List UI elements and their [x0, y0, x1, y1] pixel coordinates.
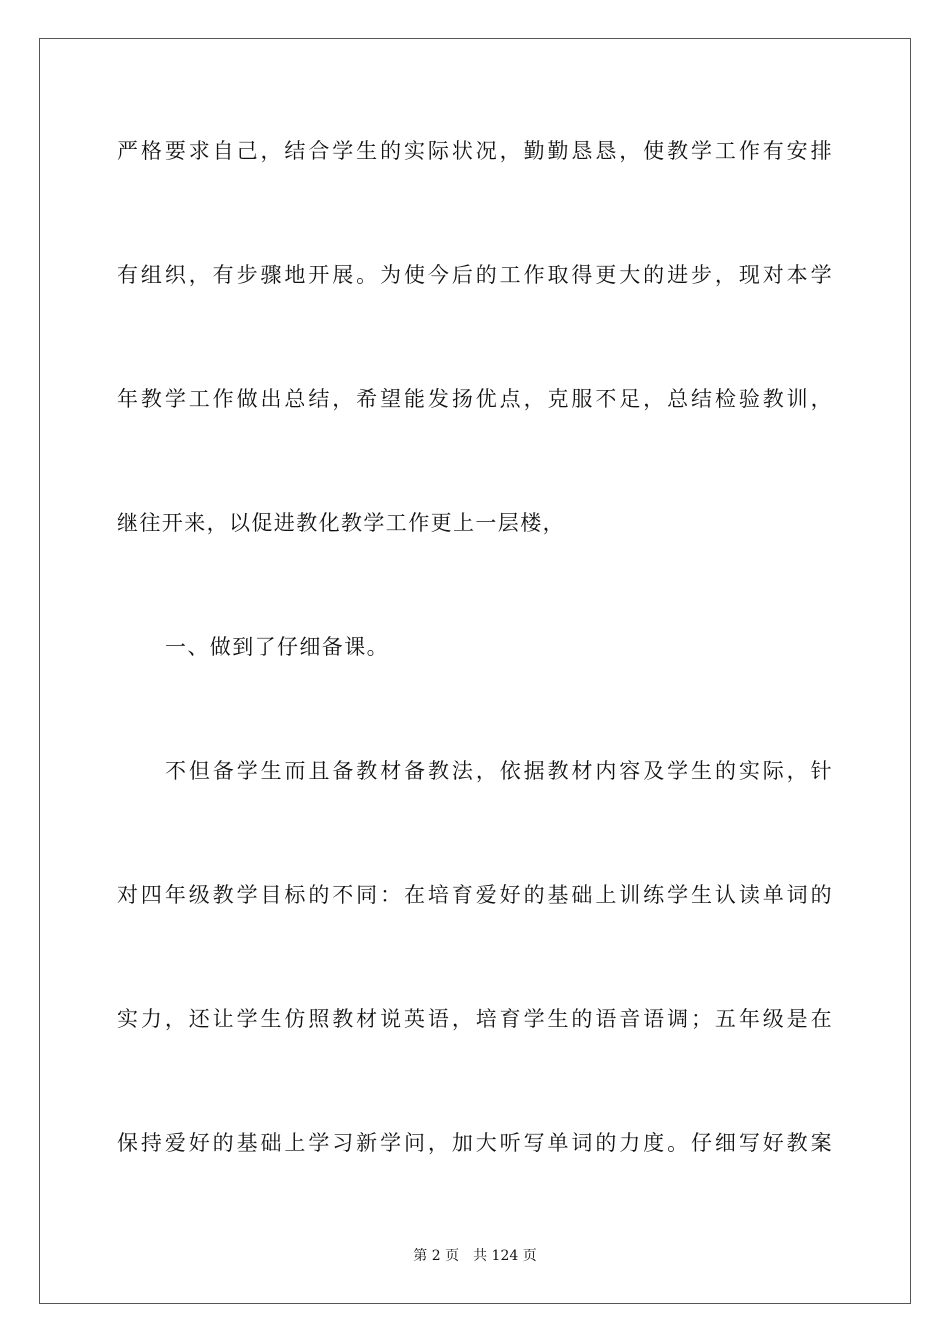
paragraph-line-7: 对四年级教学目标的不同：在培育爱好的基础上训练学生认读单词的 — [117, 883, 833, 907]
paragraph-line-1: 严格要求自己，结合学生的实际状况，勤勤恳恳，使教学工作有安排 — [117, 139, 833, 163]
paragraph-line-4: 继往开来，以促进教化教学工作更上一层楼， — [117, 511, 565, 535]
paragraph-line-9: 保持爱好的基础上学习新学问，加大听写单词的力度。仔细写好教案 — [117, 1131, 833, 1155]
page-total: 共 124 页 — [473, 1248, 537, 1264]
paragraph-line-2: 有组织，有步骤地开展。为使今后的工作取得更大的进步，现对本学 — [117, 263, 833, 287]
page-number: 第 2 页 — [413, 1248, 460, 1264]
paragraph-line-3: 年教学工作做出总结，希望能发扬优点，克服不足，总结检验教训， — [117, 387, 833, 411]
page-footer — [0, 1247, 950, 1265]
section-heading: 一、做到了仔细备课。 — [165, 635, 389, 659]
page-border — [39, 38, 911, 1304]
paragraph-line-6: 不但备学生而且备教材备教法，依据教材内容及学生的实际，针 — [165, 759, 833, 783]
paragraph-line-8: 实力，还让学生仿照教材说英语，培育学生的语音语调；五年级是在 — [117, 1007, 833, 1031]
